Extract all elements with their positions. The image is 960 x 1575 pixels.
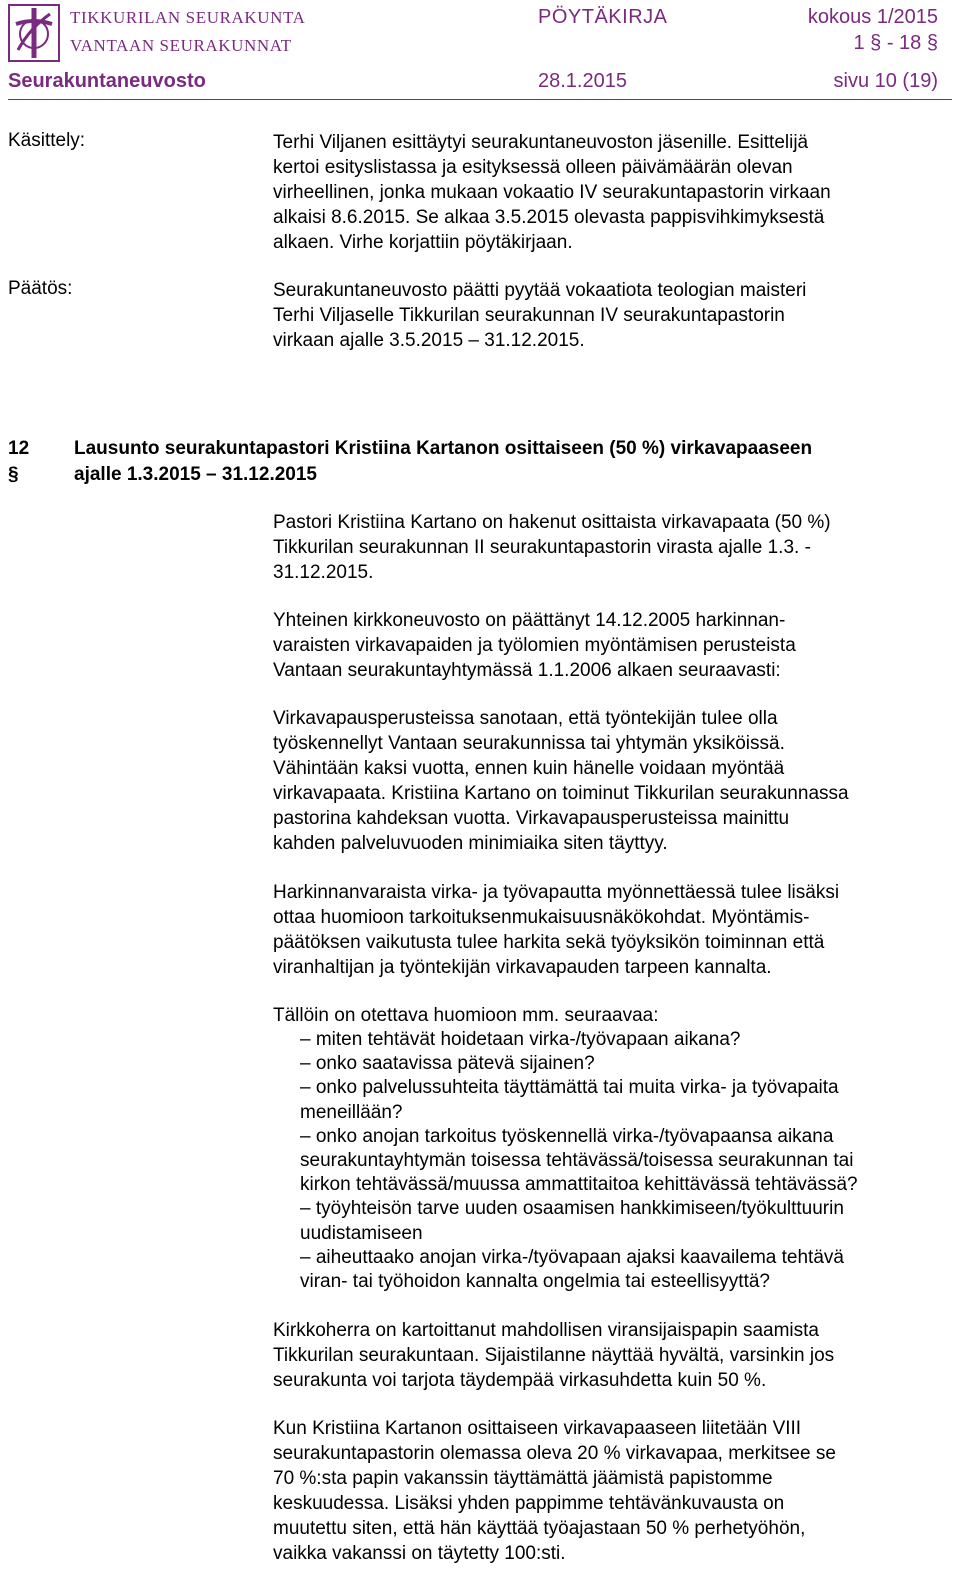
text-line: alkaisi 8.6.2015. Se alkaa 3.5.2015 olevasta pappisvihkimyksestä [273,207,825,228]
text-line: Tällöin on otettava huomioon mm. seuraavaa: [273,1005,659,1026]
text-line: Kun Kristiina Kartanon osittaiseen virkavapaaseen liitetään VIII [273,1418,802,1439]
section-title [74,436,812,488]
kasittely-text [273,130,953,255]
section-title-line: ajalle 1.3.2015 – 31.12.2015 [74,464,317,485]
text-line: Vähintään kaksi vuotta, ennen kuin hänelle voidaan myöntää [273,758,785,779]
section-number: 12 § [8,438,30,485]
text-line: virheellinen, jonka mukaan vokaatio IV seurakuntapastorin virkaan [273,182,831,203]
text-line: seurakunta voi tarjota täydempää virkasuhdetta kuin 50 %. [273,1370,767,1391]
text-line: Yhteinen kirkkoneuvosto on päättänyt 14.12.2005 harkinnan- [273,610,786,631]
text-line: virkaan ajalle 3.5.2015 – 31.12.2015. [273,330,585,351]
org-name-line1: TIKKURILAN SEURAKUNTA [70,8,306,27]
list-item: uudistamiseen [300,1222,423,1244]
text-line: Pastori Kristiina Kartano on hakenut osittaista virkavapaata (50 %) [273,512,831,533]
paragraph-application [273,510,953,585]
paatos-text [273,278,953,353]
list-item: seurakuntayhtymän toisessa tehtävässä/toisessa seurakunnan tai [300,1150,854,1172]
text-line: ottaa huomioon tarkoituksenmukaisuusnäkökohdat. Myöntämis- [273,907,810,928]
text-line: Kirkkoherra on kartoittanut mahdollisen viransijaispapin saamista [273,1320,819,1341]
page-number: sivu 10 (19) [833,70,938,92]
text-line: työskennellyt Vantaan seurakunnissa tai yhtymän yksiköissä. [273,733,785,754]
text-line: Virkavapausperusteissa sanotaan, että työntekijän tulee olla [273,708,778,729]
list-item: – onko anojan tarkoitus työskennellä virka-/työvapaansa aikana [300,1125,834,1147]
text-line: Seurakuntaneuvosto päätti pyytää vokaatiota teologian maisteri [273,280,807,301]
text-line: alkaen. Virhe korjattiin pöytäkirjaan. [273,232,573,253]
text-line: virkavapaata. Kristiina Kartano on toiminut Tikkurilan seurakunnassa [273,783,849,804]
text-line: viranhaltijan ja työntekijän virkavapauden tarpeen kannalta. [273,957,772,978]
paragraph-vacancy [273,1416,953,1566]
section-range: 1 § - 18 § [853,32,938,54]
text-line: 70 %:sta papin vakanssin täyttämättä jäämistä papistomme [273,1468,773,1489]
text-line: päätöksen vaikutusta tulee harkita sekä työyksikön toiminnan että [273,932,825,953]
list-item: – onko palvelussuhteita täyttämättä tai muita virka- ja työvapaita [300,1077,839,1099]
meeting-number: kokous 1/2015 [807,6,938,28]
paatos-label: Päätös: [8,278,73,299]
text-line: Terhi Viljanen esittäytyi seurakuntaneuvoston jäsenille. Esittelijä [273,132,809,153]
section-title-line: Lausunto seurakuntapastori Kristiina Kartanon osittaiseen (50 %) virkavapaaseen [74,438,813,459]
text-line: Tikkurilan seurakuntaan. Sijaistilanne näyttää hyvältä, varsinkin jos [273,1345,835,1366]
text-line: Vantaan seurakuntayhtymässä 1.1.2006 alkaen seuraavasti: [273,660,781,681]
paragraph-decision-basis [273,608,953,683]
paragraph-considerations-intro [273,1003,953,1028]
list-item: – aiheuttaako anojan virka-/työvapaan ajaksi kaavailema tehtävä [300,1246,844,1268]
list-item: – onko saatavissa pätevä sijainen? [300,1053,595,1075]
paragraph-substitute [273,1318,953,1393]
text-line: kahden palveluvuoden minimiaika siten täyttyy. [273,833,668,854]
header-divider [8,99,952,100]
list-item: meneillään? [300,1101,403,1123]
text-line: Harkinnanvaraista virka- ja työvapautta myönnettäessä tulee lisäksi [273,882,840,903]
paragraph-discretionary [273,880,953,980]
text-line: keskuudessa. Lisäksi yhden pappimme tehtävänkuvausta on [273,1493,785,1514]
kasittely-label: Käsittely: [8,130,86,151]
parish-cross-logo-icon [8,4,60,62]
list-item: – miten tehtävät hoidetaan virka-/työvapaan aikana? [300,1029,741,1050]
text-line: muutettu siten, että hän käyttää työajastaan 50 % perhetyöhön, [273,1518,806,1539]
list-item: kirkon tehtävässä/muussa ammattitaitoa kehittävässä tehtävässä? [300,1174,858,1196]
list-item: – työyhteisön tarve uuden osaamisen hankkimiseen/työkulttuurin [300,1198,844,1220]
meeting-date: 28.1.2015 [538,70,627,92]
text-line: Tikkurilan seurakunnan II seurakuntapastorin virasta ajalle 1.3. - [273,537,811,558]
list-item: viran- tai työhoidon kannalta ongelmia tai esteellisyyttä? [300,1271,770,1293]
org-name-line2: VANTAAN SEURAKUNNAT [70,36,292,55]
text-line: varaisten virkavapaiden ja työlomien myöntämisen perusteista [273,635,796,656]
text-line: vaikka vakanssi on täytetty 100:sti. [273,1543,566,1564]
text-line: 31.12.2015. [273,562,374,583]
text-line: pastorina kahdeksan vuotta. Virkavapausperusteissa mainittu [273,808,790,829]
document-type: PÖYTÄKIRJA [538,6,668,28]
text-line: kertoi esityslistassa ja esityksessä olleen päivämäärän olevan [273,157,793,178]
considerations-list [273,1028,858,1294]
council-name: Seurakuntaneuvosto [8,70,206,92]
text-line: Terhi Viljaselle Tikkurilan seurakunnan IV seurakuntapastorin [273,305,785,326]
text-line: seurakuntapastorin olemassa oleva 20 % virkavapaa, merkitsee se [273,1443,836,1464]
paragraph-criteria [273,706,953,856]
